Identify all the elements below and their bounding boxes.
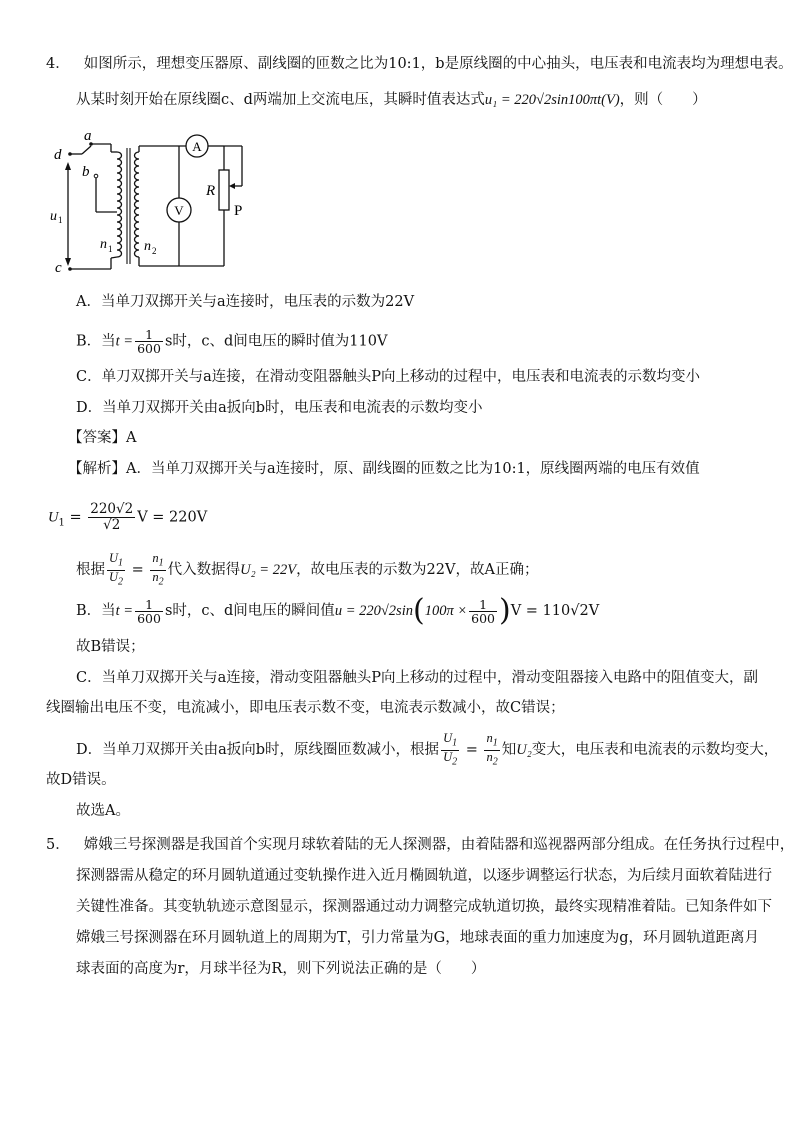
voltage-expression: u₁ = 220√2sin100πt(V)	[484, 92, 620, 108]
question-number: 4．	[46, 56, 70, 72]
question-5-line-3: 关键性准备。其变轨轨迹示意图显示，探测器通过动力调整完成轨道切换，最终实现精准着陆。已知条件如下	[76, 899, 772, 915]
question-5-line-5: 球表面的高度为r，月球半径为R，则下列说法正确的是（ ）	[76, 961, 486, 977]
label-n1: n	[100, 237, 107, 252]
answer: 【答案】A	[68, 430, 137, 446]
option-B: B．当t = $\frac{1}{600}$ s时，c、d间电压的瞬时值为110V	[76, 327, 388, 356]
question-number: 5．	[46, 837, 70, 853]
option-D: D．当单刀双掷开关由a扳向b时，电压表和电流表的示数均变小	[76, 400, 483, 416]
formula-u1: $U_1$ = $\frac{220√2}{√2}$ V = 220V	[48, 501, 208, 533]
analysis-D-line-1: D．当单刀双掷开关由a扳向b时，原线圈匝数减小，根据 $\frac{U_1}{U_2}$ = $\frac{n_1}{n_2}$ 知U₂变大，电压表和电流表的示数均变大，	[76, 731, 779, 767]
voltmeter-label: V	[174, 203, 184, 218]
label-u1: u	[50, 209, 57, 224]
svg-text:1: 1	[108, 244, 113, 254]
question-4-stem-line-1: 4． 如图所示，理想变压器原、副线圈的匝数之比为10:1，b是原线圈的中心抽头，电压表和电流表均为理想电表。	[46, 56, 793, 72]
analysis-D-line-2: 故D错误。	[46, 772, 116, 788]
label-n2: n	[144, 239, 151, 254]
svg-text:1: 1	[58, 215, 63, 225]
question-5-line-4: 嫦娥三号探测器在环月圆轨道上的周期为T，引力常量为G，地球表面的重力加速度为g，环月圆轨道距离月	[76, 930, 760, 946]
analysis-A-line-2: 根据 $\frac{U_1}{U_2}$ = $\frac{n_1}{n_2}$ 代入数据得U₂ = 22V，故电压表的示数为22V，故A正确；	[76, 551, 539, 587]
label-b: b	[82, 164, 90, 180]
question-5-line-2: 探测器需从稳定的环月圆轨道通过变轨操作进入近月椭圆轨道，以逐步调整运行状态，为后续月面软着陆进行	[76, 868, 772, 884]
question-4-stem-line-2: 从某时刻开始在原线圈c、d两端加上交流电压，其瞬时值表达式u₁ = 220√2sin100πt(V)，则（ ）	[76, 92, 707, 108]
option-C: C．单刀双掷开关与a连接，在滑动变阻器触头P向上移动的过程中，电压表和电流表的示数均变小	[76, 369, 700, 385]
analysis-A-line-1: 【解析】A．当单刀双掷开关与a连接时，原、副线圈的匝数之比为10:1，原线圈两端的电压有效值	[68, 461, 700, 477]
label-d: d	[54, 147, 62, 163]
analysis-B-line-2: 故B错误；	[76, 639, 145, 655]
label-c: c	[55, 260, 62, 276]
analysis-C-line-1: C．当单刀双掷开关与a连接，滑动变阻器触头P向上移动的过程中，滑动变阻器接入电路中的阻值变大，副	[76, 670, 758, 686]
label-P: P	[234, 203, 243, 219]
ammeter-label: A	[192, 139, 202, 154]
question-5-line-1: 5． 嫦娥三号探测器是我国首个实现月球软着陆的无人探测器，由着陆器和巡视器两部分组成。在任务执行过程中，	[46, 837, 794, 853]
label-R: R	[206, 183, 216, 199]
option-A: A．当单刀双掷开关与a连接时，电压表的示数为22V	[76, 294, 415, 310]
svg-text:2: 2	[152, 246, 157, 256]
analysis-C-line-2: 线圈输出电压不变，电流减小，即电压表示数不变，电流表示数减小，故C错误；	[46, 700, 565, 716]
analysis-B-line-1: B．当t = $\frac{1}{600}$ s时，c、d间电压的瞬间值u = 220√2sin(100π × $\frac{1}{600}$ )V = 110√2V	[76, 593, 600, 628]
transformer-circuit-diagram	[44, 126, 254, 276]
label-a: a	[84, 128, 92, 144]
analysis-conclusion: 故选A。	[76, 803, 130, 819]
